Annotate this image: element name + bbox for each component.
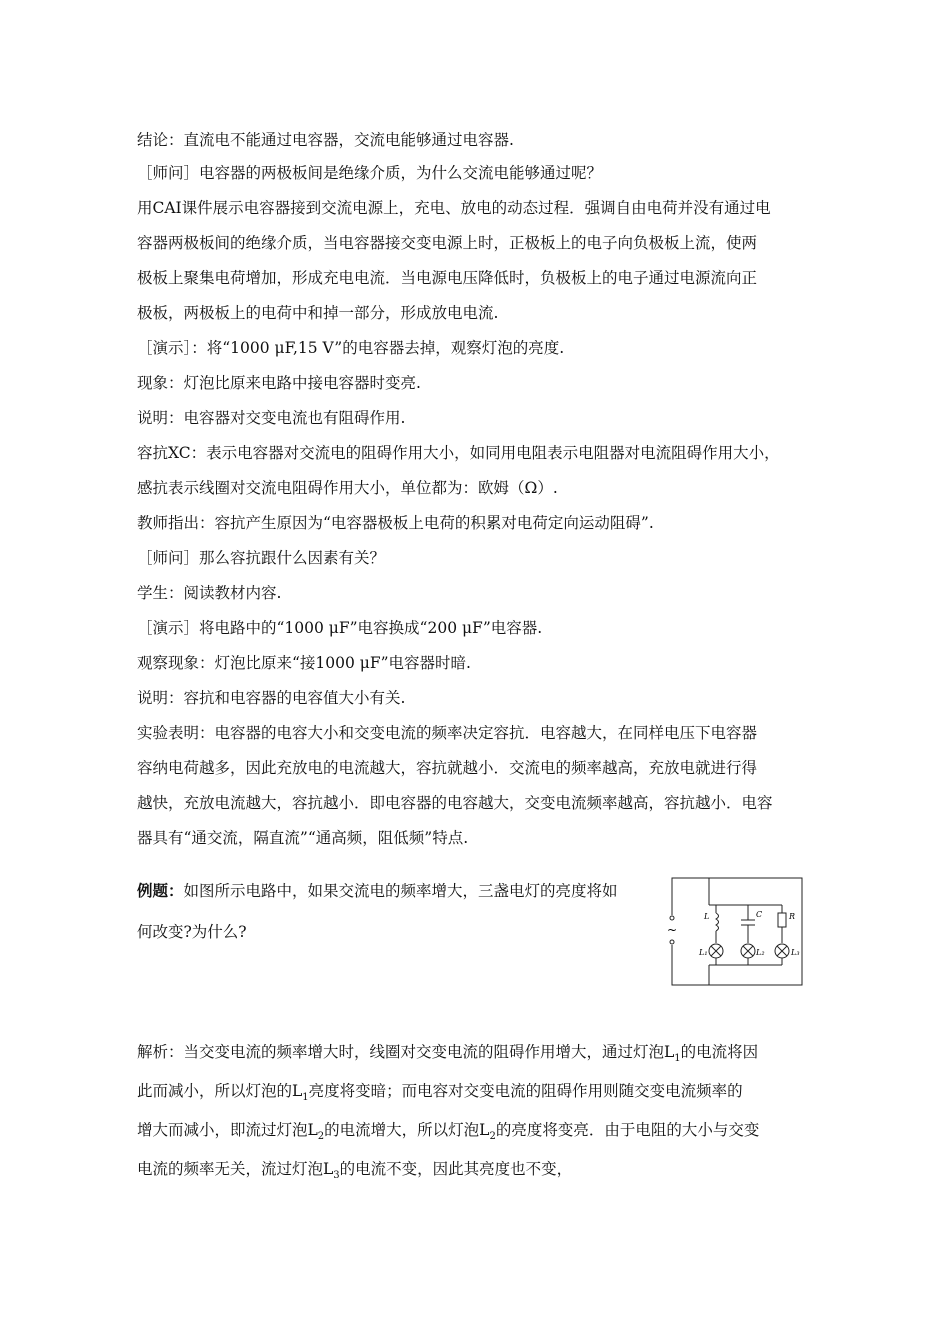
analysis-line xyxy=(137,1041,758,1070)
subscript: 2 xyxy=(317,1131,325,1143)
text-line: 说明：容抗和电容器的电容值大小有关. xyxy=(137,689,406,707)
text-line: 容纳电荷越多，因此充放电的电流越大，容抗就越小．交流电的频率越高，充放电就进行得 xyxy=(137,759,758,777)
analysis-text: 增大而减小，即流过灯泡L xyxy=(137,1121,318,1139)
analysis-text: 电流的频率无关，流过灯泡L xyxy=(137,1160,334,1178)
circuit-svg xyxy=(664,875,814,990)
text-line: 越快，充放电流越大，容抗越小．即电容器的电容越大，交变电流频率越高，容抗越小．电容 xyxy=(137,794,773,812)
text-line: 学生：阅读教材内容. xyxy=(137,584,282,602)
analysis-text: 的电流增大，所以灯泡L xyxy=(324,1121,490,1139)
example-text: 如图所示电路中，如果交流电的频率增大，三盏电灯的亮度将如 xyxy=(183,882,618,900)
text-line: 实验表明：电容器的电容大小和交变电流的频率决定容抗．电容越大，在同样电压下电容器 xyxy=(137,724,758,742)
text-line: 极板，两极板上的电荷中和掉一部分，形成放电电流. xyxy=(137,304,499,322)
text-line: 容抗XC：表示电容器对交流电的阻碍作用大小，如同用电阻表示电阻器对电流阻碍作用大小， xyxy=(137,444,780,462)
text-line: 极板上聚集电荷增加，形成充电电流．当电源电压降低时，负极板上的电子通过电源流向正 xyxy=(137,269,758,287)
text-line: 用CAI课件展示电容器接到交流电源上，充电、放电的动态过程．强调自由电荷并没有通过电 xyxy=(137,199,771,217)
circuit-diagram xyxy=(664,875,814,990)
subscript: 1 xyxy=(674,1053,681,1065)
subscript: 3 xyxy=(333,1170,340,1182)
analysis-line xyxy=(137,1158,572,1187)
analysis-text: 的电流不变，因此其亮度也不变， xyxy=(339,1160,573,1178)
text-line: 何改变?为什么? xyxy=(137,923,247,941)
text-line: 感抗表示线圈对交流电阻碍作用大小，单位都为：欧姆（Ω）. xyxy=(137,479,558,497)
label-inductor: L xyxy=(704,912,710,921)
label-lamp-1: L₁ xyxy=(699,948,708,957)
analysis-line xyxy=(137,1119,759,1148)
text-line: 观察现象：灯泡比原来“接1000 μF”电容器时暗. xyxy=(137,654,471,672)
text-line: 容器两极板间的绝缘介质，当电容器接交变电源上时，正极板上的电子向负极板上流，使两 xyxy=(137,234,758,252)
analysis-text: 的电流将因 xyxy=(680,1043,759,1061)
text-line: 器具有“通交流，隔直流”“通高频，阻低频”特点. xyxy=(137,829,469,847)
text-line: ［演示］：将“1000 μF,15 V”的电容器去掉，观察灯泡的亮度. xyxy=(137,339,565,357)
label-lamp-2: L₂ xyxy=(756,948,765,957)
subscript: 1 xyxy=(302,1092,309,1104)
ac-source-symbol: ~ xyxy=(667,923,678,937)
text-line: 结论：直流电不能通过电容器，交流电能够通过电容器. xyxy=(137,131,514,149)
label-resistor: R xyxy=(789,912,796,921)
analysis-text: 亮度将变暗；而电容对交变电流的阻碍作用则随交变电流频率的 xyxy=(308,1082,743,1100)
analysis-text: 的亮度将变亮．由于电阻的大小与交变 xyxy=(495,1121,760,1139)
analysis-text: 此而减小，所以灯泡的L xyxy=(137,1082,303,1100)
label-lamp-3: L₃ xyxy=(791,948,800,957)
example-question xyxy=(137,880,618,902)
example-label: 例题： xyxy=(137,881,184,900)
text-line: ［师问］电容器的两极板间是绝缘介质，为什么交流电能够通过呢？ xyxy=(137,164,603,182)
analysis-line xyxy=(137,1080,743,1109)
analysis-text: 解析：当交变电流的频率增大时，线圈对交变电流的阻碍作用增大，通过灯泡L xyxy=(137,1043,675,1061)
label-capacitor: C xyxy=(756,910,763,919)
subscript: 2 xyxy=(489,1131,496,1143)
text-line: ［师问］那么容抗跟什么因素有关？ xyxy=(137,549,386,567)
text-line: 说明：电容器对交变电流也有阻碍作用. xyxy=(137,409,406,427)
text-line: ［演示］将电路中的“1000 μF”电容换成“200 μF”电容器. xyxy=(137,619,543,637)
text-line: 教师指出：容抗产生原因为“电容器极板上电荷的积累对电荷定向运动阻碍”. xyxy=(137,514,654,532)
text-line: 现象：灯泡比原来电路中接电容器时变亮. xyxy=(137,374,421,392)
